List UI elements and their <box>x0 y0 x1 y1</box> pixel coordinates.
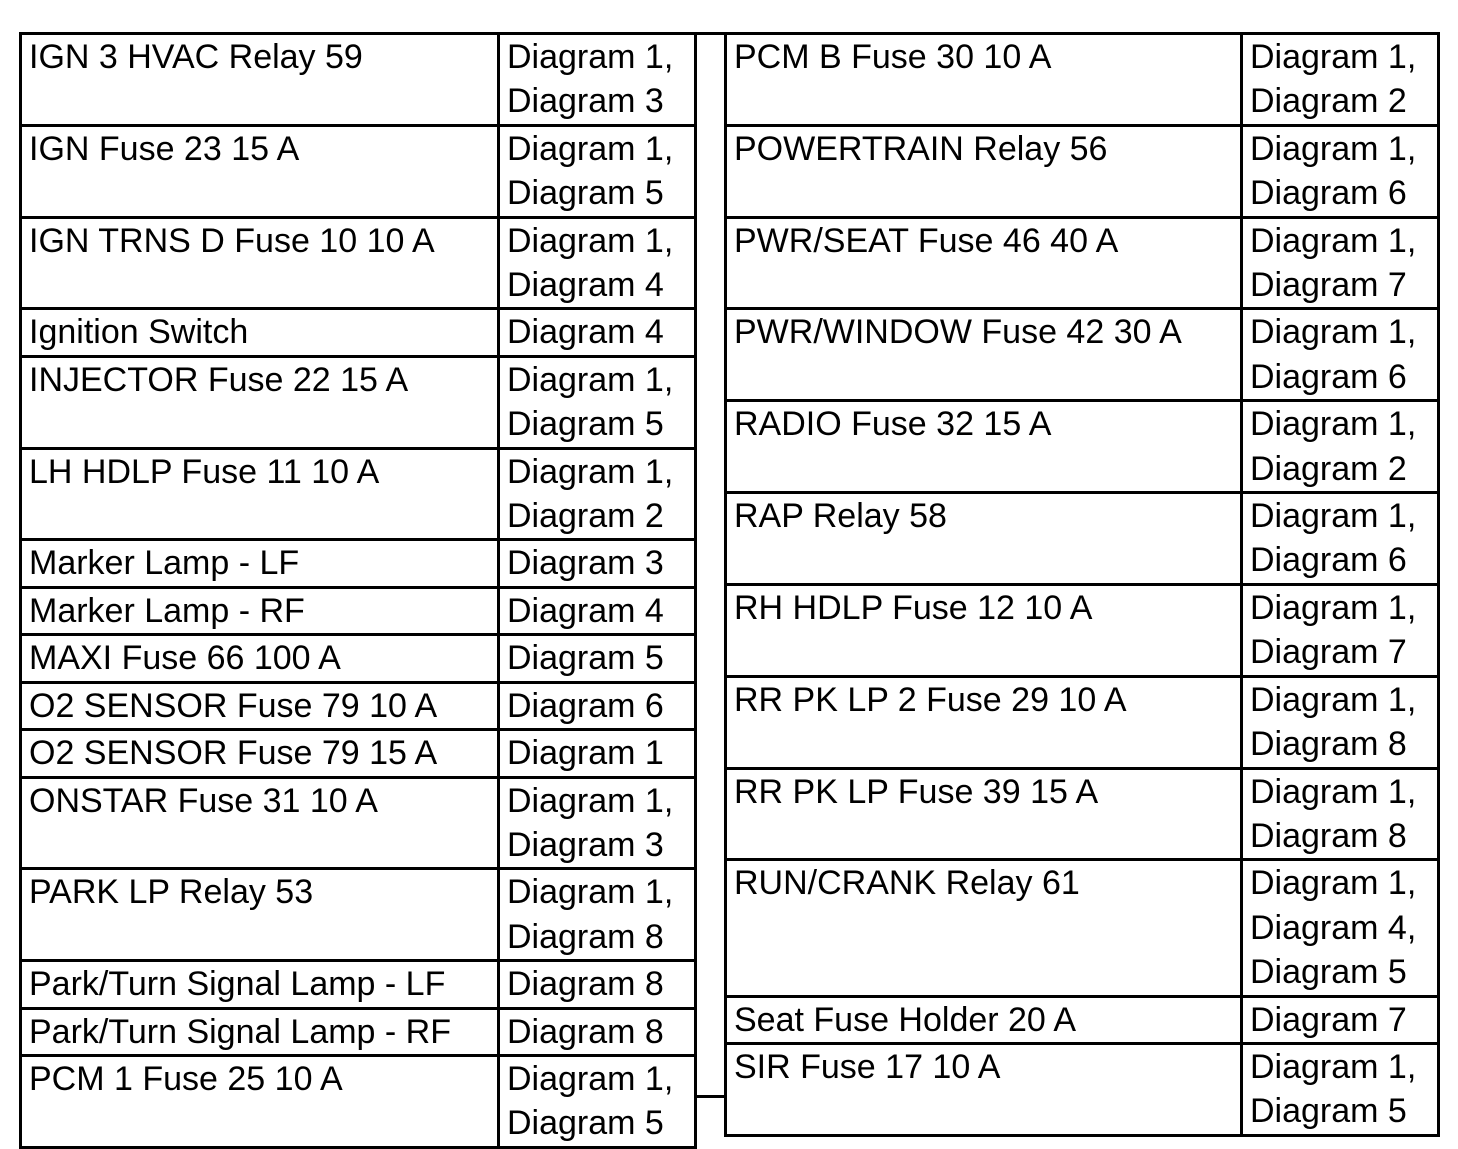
component-name-cell: RH HDLP Fuse 12 10 A <box>726 584 1242 676</box>
table-row <box>21 635 696 682</box>
diagram-location-cell: Diagram 1, Diagram 7 <box>1242 584 1439 676</box>
diagram-location-cell: Diagram 1, Diagram 4, Diagram 5 <box>1242 860 1439 996</box>
diagram-location-cell: Diagram 1, Diagram 2 <box>1242 34 1439 126</box>
component-name-cell: RAP Relay 58 <box>726 493 1242 585</box>
table-row <box>21 682 696 729</box>
table-row <box>726 1043 1439 1135</box>
table-row <box>21 540 696 587</box>
table-row <box>726 309 1439 401</box>
component-name-cell: Seat Fuse Holder 20 A <box>726 996 1242 1043</box>
table-row <box>21 587 696 634</box>
component-name-cell: O2 SENSOR Fuse 79 15 A <box>21 730 499 777</box>
table-row <box>21 125 696 217</box>
diagram-location-cell: Diagram 1, Diagram 5 <box>499 125 696 217</box>
component-name-cell: PCM B Fuse 30 10 A <box>726 34 1242 126</box>
diagram-location-cell: Diagram 1, Diagram 5 <box>499 1055 696 1147</box>
diagram-location-cell: Diagram 1, Diagram 8 <box>1242 768 1439 860</box>
component-name-cell: PARK LP Relay 53 <box>21 869 499 961</box>
table-row <box>726 125 1439 217</box>
component-name-cell: PWR/SEAT Fuse 46 40 A <box>726 217 1242 309</box>
diagram-location-cell: Diagram 5 <box>499 635 696 682</box>
component-name-cell: IGN TRNS D Fuse 10 10 A <box>21 217 499 309</box>
diagram-location-cell: Diagram 1, Diagram 7 <box>1242 217 1439 309</box>
diagram-location-cell: Diagram 1, Diagram 3 <box>499 34 696 126</box>
component-name-cell: RUN/CRANK Relay 61 <box>726 860 1242 996</box>
component-name-cell: SIR Fuse 17 10 A <box>726 1043 1242 1135</box>
component-name-cell: IGN 3 HVAC Relay 59 <box>21 34 499 126</box>
component-name-cell: MAXI Fuse 66 100 A <box>21 635 499 682</box>
diagram-location-cell: Diagram 6 <box>499 682 696 729</box>
table-row <box>726 584 1439 676</box>
component-name-cell: IGN Fuse 23 15 A <box>21 125 499 217</box>
diagram-location-cell: Diagram 1, Diagram 8 <box>1242 676 1439 768</box>
component-name-cell: Ignition Switch <box>21 309 499 356</box>
diagram-location-cell: Diagram 3 <box>499 540 696 587</box>
diagram-location-cell: Diagram 7 <box>1242 996 1439 1043</box>
component-name-cell: RADIO Fuse 32 15 A <box>726 401 1242 493</box>
component-name-cell: O2 SENSOR Fuse 79 10 A <box>21 682 499 729</box>
component-name-cell: Park/Turn Signal Lamp - RF <box>21 1008 499 1055</box>
component-name-cell: LH HDLP Fuse 11 10 A <box>21 448 499 540</box>
component-name-cell: INJECTOR Fuse 22 15 A <box>21 356 499 448</box>
diagram-location-cell: Diagram 1 <box>499 730 696 777</box>
table-row <box>726 217 1439 309</box>
component-name-cell: Marker Lamp - RF <box>21 587 499 634</box>
component-name-cell: POWERTRAIN Relay 56 <box>726 125 1242 217</box>
diagram-location-cell: Diagram 1, Diagram 2 <box>1242 401 1439 493</box>
diagram-location-cell: Diagram 1, Diagram 3 <box>499 777 696 869</box>
table-body-right <box>726 34 1439 1136</box>
table-row <box>726 34 1439 126</box>
table-row <box>21 356 696 448</box>
table-row <box>726 996 1439 1043</box>
table-row <box>21 217 696 309</box>
table-row <box>21 34 696 126</box>
table-body-left <box>21 34 696 1148</box>
diagram-location-cell: Diagram 4 <box>499 587 696 634</box>
table-row <box>21 961 696 1008</box>
diagram-location-cell: Diagram 4 <box>499 309 696 356</box>
component-index-table-left <box>19 32 697 1149</box>
table-row <box>726 401 1439 493</box>
table-row <box>726 676 1439 768</box>
diagram-location-cell: Diagram 1, Diagram 6 <box>1242 309 1439 401</box>
diagram-location-cell: Diagram 8 <box>499 1008 696 1055</box>
diagram-location-cell: Diagram 8 <box>499 961 696 1008</box>
component-name-cell: ONSTAR Fuse 31 10 A <box>21 777 499 869</box>
table-column-gap <box>694 32 724 1098</box>
table-row <box>21 730 696 777</box>
table-row <box>21 869 696 961</box>
component-name-cell: PWR/WINDOW Fuse 42 30 A <box>726 309 1242 401</box>
table-row <box>21 309 696 356</box>
table-row <box>726 768 1439 860</box>
table-row <box>726 860 1439 996</box>
diagram-location-cell: Diagram 1, Diagram 4 <box>499 217 696 309</box>
component-name-cell: RR PK LP 2 Fuse 29 10 A <box>726 676 1242 768</box>
table-row <box>21 448 696 540</box>
table-row <box>21 1055 696 1147</box>
component-name-cell: RR PK LP Fuse 39 15 A <box>726 768 1242 860</box>
diagram-location-cell: Diagram 1, Diagram 6 <box>1242 125 1439 217</box>
table-row <box>21 777 696 869</box>
diagram-location-cell: Diagram 1, Diagram 5 <box>1242 1043 1439 1135</box>
diagram-location-cell: Diagram 1, Diagram 2 <box>499 448 696 540</box>
component-index-table-right <box>724 32 1440 1137</box>
table-row <box>21 1008 696 1055</box>
table-row <box>726 493 1439 585</box>
component-name-cell: Marker Lamp - LF <box>21 540 499 587</box>
component-name-cell: Park/Turn Signal Lamp - LF <box>21 961 499 1008</box>
component-name-cell: PCM 1 Fuse 25 10 A <box>21 1055 499 1147</box>
diagram-location-cell: Diagram 1, Diagram 8 <box>499 869 696 961</box>
diagram-location-cell: Diagram 1, Diagram 6 <box>1242 493 1439 585</box>
diagram-location-cell: Diagram 1, Diagram 5 <box>499 356 696 448</box>
